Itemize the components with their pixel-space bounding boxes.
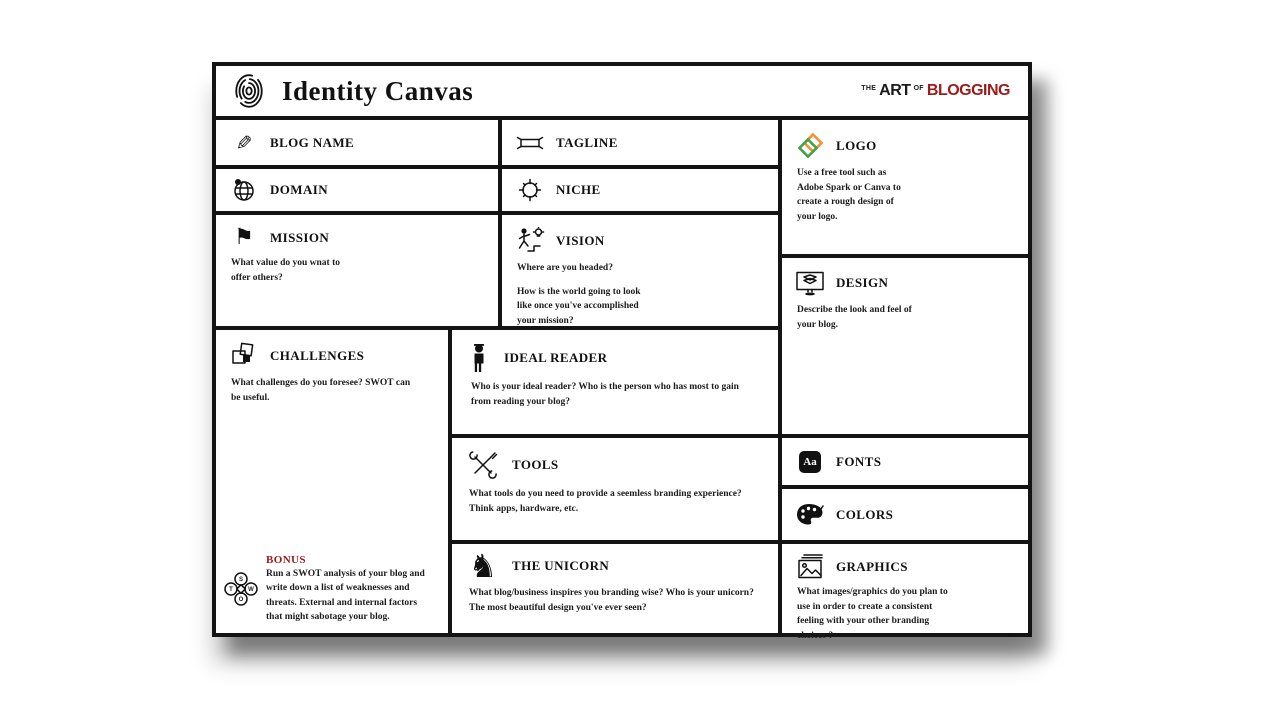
challenges-note: What challenges do you foresee? SWOT can be useful. [231, 378, 411, 403]
section-unicorn [452, 544, 778, 633]
unicorn-icon: ♞ [468, 547, 498, 585]
globe-icon [229, 178, 259, 202]
brand-blogging: BLOGGING [926, 82, 1010, 99]
fonts-label: FONTS [836, 453, 882, 469]
section-fonts [782, 438, 1028, 485]
design-label: DESIGN [836, 275, 889, 290]
section-blog-name [216, 120, 498, 165]
brand-of: OF [913, 85, 924, 92]
niche-label: NICHE [556, 182, 601, 197]
section-ideal-reader [452, 330, 778, 434]
pen-icon: ✎ [235, 130, 253, 155]
design-note: Describe the look and feel of your blog. [797, 305, 912, 330]
page-title: Identity Canvas [282, 75, 474, 106]
section-tagline [502, 120, 778, 165]
crosshair-icon [515, 178, 545, 202]
tools-icon [468, 450, 498, 480]
canvas-header [216, 66, 1028, 116]
fonts-icon [795, 451, 825, 473]
bonus-label: BONUS [266, 554, 306, 566]
section-colors [782, 489, 1028, 540]
unicorn-label: THE UNICORN [512, 558, 610, 573]
colors-label: COLORS [836, 506, 894, 522]
logo-label: LOGO [836, 137, 877, 153]
swot-letter-t: T [229, 587, 233, 593]
mission-note: What value do you wnat to offer others? [231, 258, 340, 283]
banner-icon [515, 136, 545, 150]
vision-icon [515, 227, 545, 254]
swot-letter-s: S [238, 577, 244, 583]
section-graphics [782, 544, 1028, 642]
section-vision [502, 215, 778, 326]
puzzle-icon [229, 342, 259, 369]
art-of-blogging-logo [861, 82, 1010, 100]
fonts-icon-text: Aa [799, 451, 821, 473]
section-domain [216, 169, 498, 211]
swot-letter-o: O [238, 597, 244, 603]
swot-icon [223, 571, 259, 607]
mission-label: MISSION [270, 230, 330, 245]
palette-icon [795, 503, 825, 526]
section-challenges [216, 330, 448, 633]
brand-the: THE [861, 85, 877, 92]
domain-label: DOMAIN [270, 182, 329, 197]
section-design [782, 258, 1028, 434]
flag-icon: ⚑ [234, 225, 254, 250]
diamond-logo-icon [795, 132, 825, 159]
brand-art: ART [879, 82, 911, 99]
challenges-label: CHALLENGES [270, 347, 365, 363]
blog-name-label: BLOG NAME [270, 134, 355, 150]
section-logo [782, 120, 1028, 254]
monitor-icon [795, 270, 825, 296]
identity-canvas [212, 62, 1032, 642]
images-icon [795, 553, 825, 580]
ideal-reader-note: Who is your ideal reader? Who is the person who has most to gain from reading your blog? [471, 382, 739, 407]
ideal-reader-label: IDEAL READER [504, 349, 608, 365]
section-mission [216, 215, 498, 326]
section-niche [502, 169, 778, 211]
person-icon [470, 342, 488, 373]
tools-label: TOOLS [512, 457, 559, 472]
vision-label: VISION [556, 232, 605, 248]
graphics-note: What images/graphics do you plan to use in order to create a consistent feeling with your other branding choices ? [797, 587, 948, 642]
fingerprint-icon [232, 74, 266, 108]
bonus-block [223, 554, 445, 624]
tools-note: What tools do you need to provide a seemless branding experience? Think apps, hardware, etc. [469, 489, 742, 514]
bonus-note: Run a SWOT analysis of your blog and write down a list of weaknesses and threats. External and internal factors that might sabotage your blog. [266, 569, 425, 622]
swot-letter-w: W [248, 587, 254, 593]
logo-note: Use a free tool such as Adobe Spark or Canva to create a rough design of your logo. [797, 168, 901, 223]
vision-note-2: How is the world going to look like once you've accomplished your mission? [517, 286, 641, 327]
unicorn-note: What blog/business inspires you branding wise? Who is your unicorn? The most beautiful design you've ever seen? [469, 588, 754, 613]
graphics-label: GRAPHICS [836, 558, 908, 574]
section-tools [452, 438, 778, 540]
vision-note-1: Where are you headed? [517, 263, 613, 273]
tagline-label: TAGLINE [556, 134, 618, 150]
